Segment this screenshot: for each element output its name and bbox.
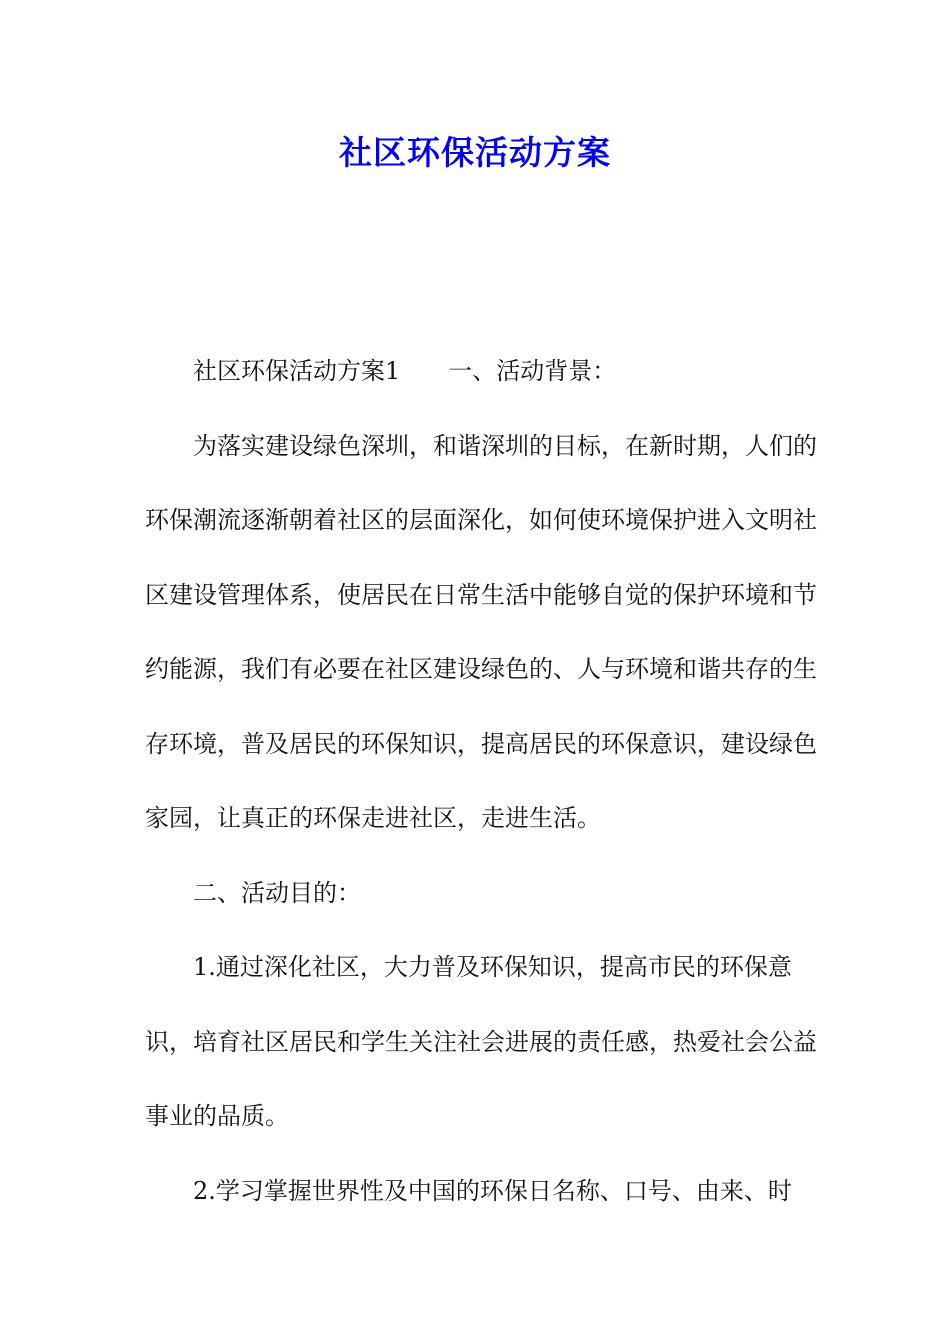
paragraph-heading-2: 二、活动目的：: [193, 878, 361, 907]
section-heading: 一、活动背景：: [448, 357, 617, 385]
document-body: [145, 334, 825, 1228]
paragraph-goal-2: 2.学习掌握世界性及中国的环保日名称、口号、由来、时: [193, 1176, 792, 1205]
paragraph-goal-1: 1.通过深化社区，大力普及环保知识，提高市民的环保意识，培育社区居民和学生关注社会进展的责任感，热爱社会公益事业的品质。: [145, 953, 817, 1130]
paragraph-heading-1: [145, 334, 825, 409]
document-title: 社区环保活动方案: [339, 133, 611, 172]
section-label: 社区环保活动方案1: [193, 357, 401, 385]
paragraph-background: 为落实建设绿色深圳，和谐深圳的目标，在新时期，人们的环保潮流逐渐朝着社区的层面深化，如何使环境保护进入文明社区建设管理体系，使居民在日常生活中能够自觉的保护环境和节约能源，我们有必要在社区建设绿色的、人与环境和谐共存的生存环境，普及居民的环保知识，提高居民的环保意识，建设绿色家园，让真正的环保走进社区，走进生活。: [145, 431, 817, 832]
